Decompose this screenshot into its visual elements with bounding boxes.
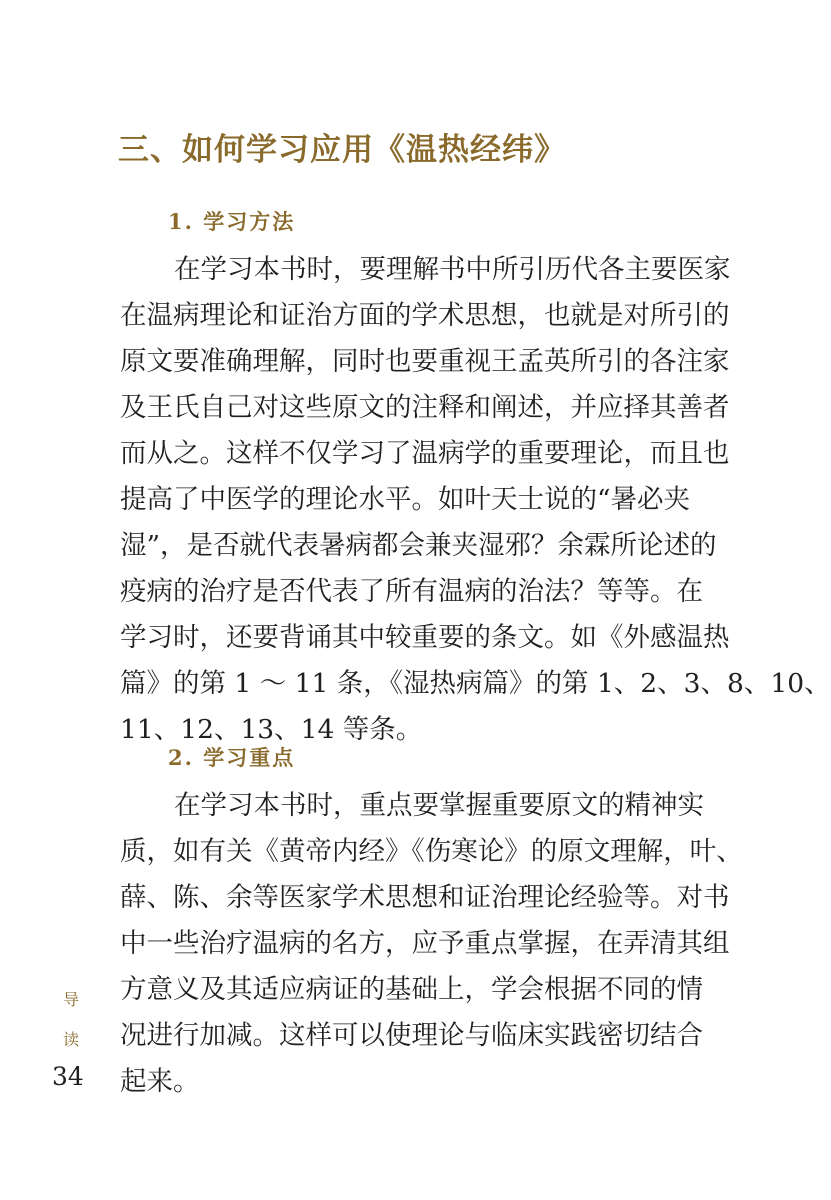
text-line: 篇》的第 1 ～ 11 条，《湿热病篇》的第 1、2、3、8、10、 (120, 668, 831, 699)
text-line: 湿”，是否就代表暑病都会兼夹湿邪？余霖所论述的 (120, 530, 717, 561)
subsection-title-study-focus: 2. 学习重点 (168, 745, 296, 770)
side-nav-char: 读 (62, 1030, 79, 1049)
subsection-title-study-method: 1. 学习方法 (168, 209, 296, 234)
text-line: 质，如有关《黄帝内经》《伤寒论》的原文理解，叶、 (120, 836, 743, 867)
text-line: 疫病的治疗是否代表了所有温病的治法？等等。在 (120, 576, 703, 607)
text-line: 而从之。这样不仅学习了温病学的重要理论，而且也 (120, 438, 730, 469)
text-line: 起来。 (120, 1066, 200, 1097)
section-title: 三、如何学习应用《温热经纬》 (118, 132, 566, 168)
text-line: 中一些治疗温病的名方，应予重点掌握，在弄清其组 (120, 928, 730, 959)
text-line: 原文要准确理解，同时也要重视王孟英所引的各注家 (120, 346, 730, 377)
text-line: 在学习本书时，要理解书中所引历代各主要医家 (174, 254, 731, 285)
page-number: 34 (52, 1062, 84, 1091)
text-line: 薛、陈、余等医家学术思想和证治理论经验等。对书 (120, 882, 730, 913)
paragraph-study-focus (120, 783, 743, 1105)
text-line: 方意义及其适应病证的基础上，学会根据不同的情 (120, 974, 703, 1005)
text-line: 学习时，还要背诵其中较重要的条文。如《外感温热 (120, 622, 730, 653)
paragraph-study-method (120, 247, 831, 753)
side-nav-char: 导 (62, 990, 79, 1009)
text-line: 况进行加减。这样可以使理论与临床实践密切结合 (120, 1020, 703, 1051)
text-line: 在温病理论和证治方面的学术思想，也就是对所引的 (120, 300, 730, 331)
text-line: 11、12、13、14 等条。 (120, 714, 423, 745)
side-nav-label (58, 990, 84, 1070)
text-line: 及王氏自己对这些原文的注释和阐述，并应择其善者 (120, 392, 730, 423)
text-line: 在学习本书时，重点要掌握重要原文的精神实 (174, 790, 704, 821)
text-line: 提高了中医学的理论水平。如叶天士说的“暑必夹 (120, 484, 691, 515)
